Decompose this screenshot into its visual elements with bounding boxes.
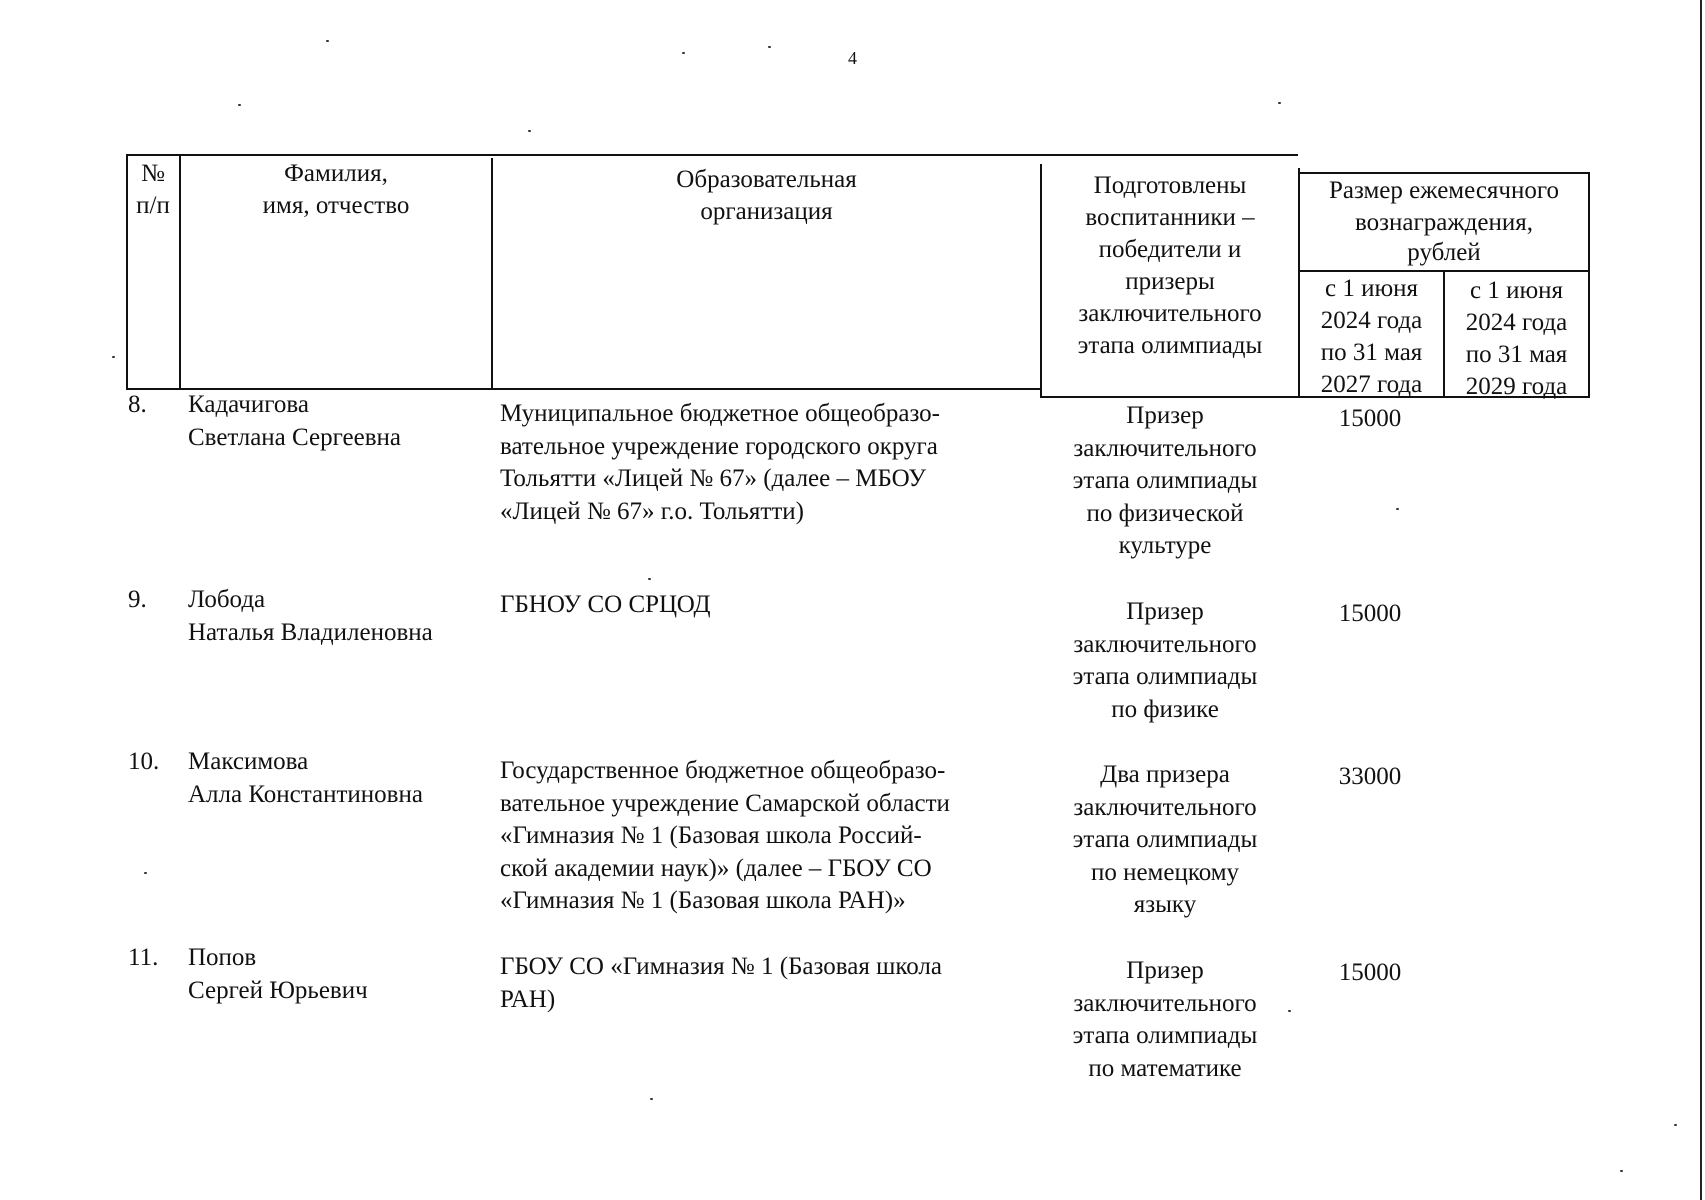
header-fio <box>182 158 490 222</box>
header-award-top-border <box>1298 172 1590 174</box>
header-right-border <box>1588 172 1590 398</box>
header-period-line: 2029 года <box>1465 373 1568 400</box>
award-amount: 15000 <box>1338 600 1402 627</box>
row-number: 10. <box>128 748 160 775</box>
header-prepared <box>1043 170 1297 362</box>
prize-description <box>1045 759 1285 922</box>
scan-speck <box>1674 1124 1677 1126</box>
organization-line: ГБНОУ СО СРЦОД <box>500 591 711 618</box>
row-number: 8. <box>128 391 147 418</box>
header-org <box>494 164 1039 228</box>
prize-line: Призер <box>1126 402 1204 429</box>
header-num-line: п/п <box>136 192 170 219</box>
header-fio-line: имя, отчество <box>262 192 410 219</box>
scan-speck <box>528 130 531 132</box>
surname: Попов <box>188 944 257 971</box>
scan-speck <box>1278 102 1281 104</box>
award-amount: 33000 <box>1338 763 1402 790</box>
scan-speck <box>238 104 241 106</box>
scan-speck <box>648 578 651 580</box>
scan-edge-line <box>1700 0 1702 1200</box>
prize-line: заключительного <box>1073 793 1257 821</box>
scan-speck <box>112 356 115 358</box>
prize-line: этапа олимпиады <box>1072 826 1258 853</box>
header-period-line: по 31 мая <box>1320 339 1423 366</box>
prize-line: по немецкому <box>1090 858 1240 886</box>
header-period-line: 2024 года <box>1320 307 1423 334</box>
header-period-line: по 31 мая <box>1465 341 1568 368</box>
organization-line: «Лицей № 67» г.о. Тольятти) <box>500 497 804 525</box>
header-prepared-line: призеры <box>1125 268 1215 295</box>
header-period-2029 <box>1445 275 1588 403</box>
scan-speck <box>326 40 329 42</box>
organization-line: Государственное бюджетное общеобразо- <box>500 757 946 784</box>
header-top-border <box>126 154 1298 156</box>
organization-line: ГБОУ СО «Гимназия № 1 (Базовая школа <box>500 953 942 980</box>
scan-speck <box>1396 508 1399 510</box>
prize-line: языку <box>1133 891 1197 918</box>
person-name <box>188 584 488 649</box>
prize-line: этапа олимпиады <box>1072 467 1258 494</box>
prize-description <box>1045 955 1285 1085</box>
header-award-line: рублей <box>1407 239 1481 266</box>
given-names: Наталья Владиленовна <box>188 618 433 646</box>
header-award-line: вознаграждения, <box>1355 209 1533 236</box>
surname: Кадачигова <box>188 391 309 418</box>
scan-speck <box>1288 1010 1291 1012</box>
organization <box>500 755 1027 918</box>
prize-line: Призер <box>1126 598 1204 625</box>
surname: Лобода <box>188 586 266 613</box>
organization-line: «Гимназия № 1 (Базовая школа РАН)» <box>500 887 906 914</box>
page-number: 4 <box>848 48 857 68</box>
surname: Максимова <box>188 748 309 775</box>
header-org-line: организация <box>700 198 833 225</box>
prize-line: по физике <box>1111 695 1219 723</box>
organization-line: вательное учреждение Самарской области <box>500 789 950 817</box>
organization-line: вательное учреждение городского округа <box>500 432 938 460</box>
prize-line: культуре <box>1118 532 1212 559</box>
organization <box>500 398 1027 528</box>
header-period-line: с 1 июня <box>1469 277 1564 304</box>
prize-line: этапа олимпиады <box>1072 663 1258 690</box>
prize-line: заключительного <box>1073 630 1257 658</box>
scan-speck <box>1620 1170 1623 1172</box>
prize-line: этапа олимпиады <box>1072 1022 1258 1049</box>
header-col-divider-2 <box>491 158 493 390</box>
prize-line: заключительного <box>1073 989 1257 1017</box>
person-name <box>188 746 488 811</box>
organization-line: Тольятти «Лицей № 67» (далее – МБОУ <box>500 465 927 492</box>
header-prepared-line: этапа олимпиады <box>1077 332 1263 359</box>
header-num <box>128 158 178 222</box>
scan-speck <box>650 1098 653 1100</box>
prize-description <box>1045 400 1285 563</box>
row-number: 11. <box>128 944 159 971</box>
scan-speck <box>768 46 771 48</box>
organization-line: ской академии наук)» (далее – ГБОУ СО <box>500 854 932 882</box>
header-num-line: № <box>141 160 165 187</box>
award-amount: 15000 <box>1338 405 1402 432</box>
header-award-line: Размер ежемесячного <box>1328 177 1560 204</box>
prize-line: заключительного <box>1073 434 1257 462</box>
scan-speck <box>682 52 685 54</box>
given-names: Алла Константиновна <box>188 780 423 808</box>
header-prepared-line: заключительного <box>1078 300 1262 327</box>
header-period-line: 2024 года <box>1465 309 1568 336</box>
prize-line: по математике <box>1088 1054 1242 1082</box>
given-names: Сергей Юрьевич <box>188 976 368 1004</box>
prize-line: Два призера <box>1100 761 1230 788</box>
header-period-line: с 1 июня <box>1324 275 1419 302</box>
organization-line: Муниципальное бюджетное общеобразо- <box>500 400 941 427</box>
header-prepared-line: Подготовлены <box>1093 172 1247 199</box>
given-names: Светлана Сергеевна <box>188 423 402 451</box>
header-fio-line: Фамилия, <box>284 160 388 187</box>
header-col-divider-3 <box>1040 164 1042 398</box>
person-name <box>188 942 488 1007</box>
header-prepared-line: победители и <box>1098 236 1242 263</box>
scan-speck <box>144 872 147 874</box>
header-org-line: Образовательная <box>676 166 857 193</box>
prize-line: Призер <box>1126 957 1204 984</box>
header-period-line: 2027 года <box>1320 371 1423 398</box>
organization <box>500 589 1027 622</box>
header-prepared-line: воспитанники – <box>1085 204 1255 231</box>
organization-line: РАН) <box>500 985 556 1013</box>
prize-description <box>1045 596 1285 726</box>
prize-line: по физической <box>1086 499 1244 527</box>
organization <box>500 951 1027 1016</box>
row-number: 9. <box>128 586 147 613</box>
organization-line: «Гимназия № 1 (Базовая школа Россий- <box>500 822 922 849</box>
header-col-divider-1 <box>179 154 181 390</box>
header-award <box>1300 175 1588 269</box>
person-name <box>188 389 488 454</box>
award-amount: 15000 <box>1338 959 1402 986</box>
header-period-2027 <box>1300 273 1443 401</box>
